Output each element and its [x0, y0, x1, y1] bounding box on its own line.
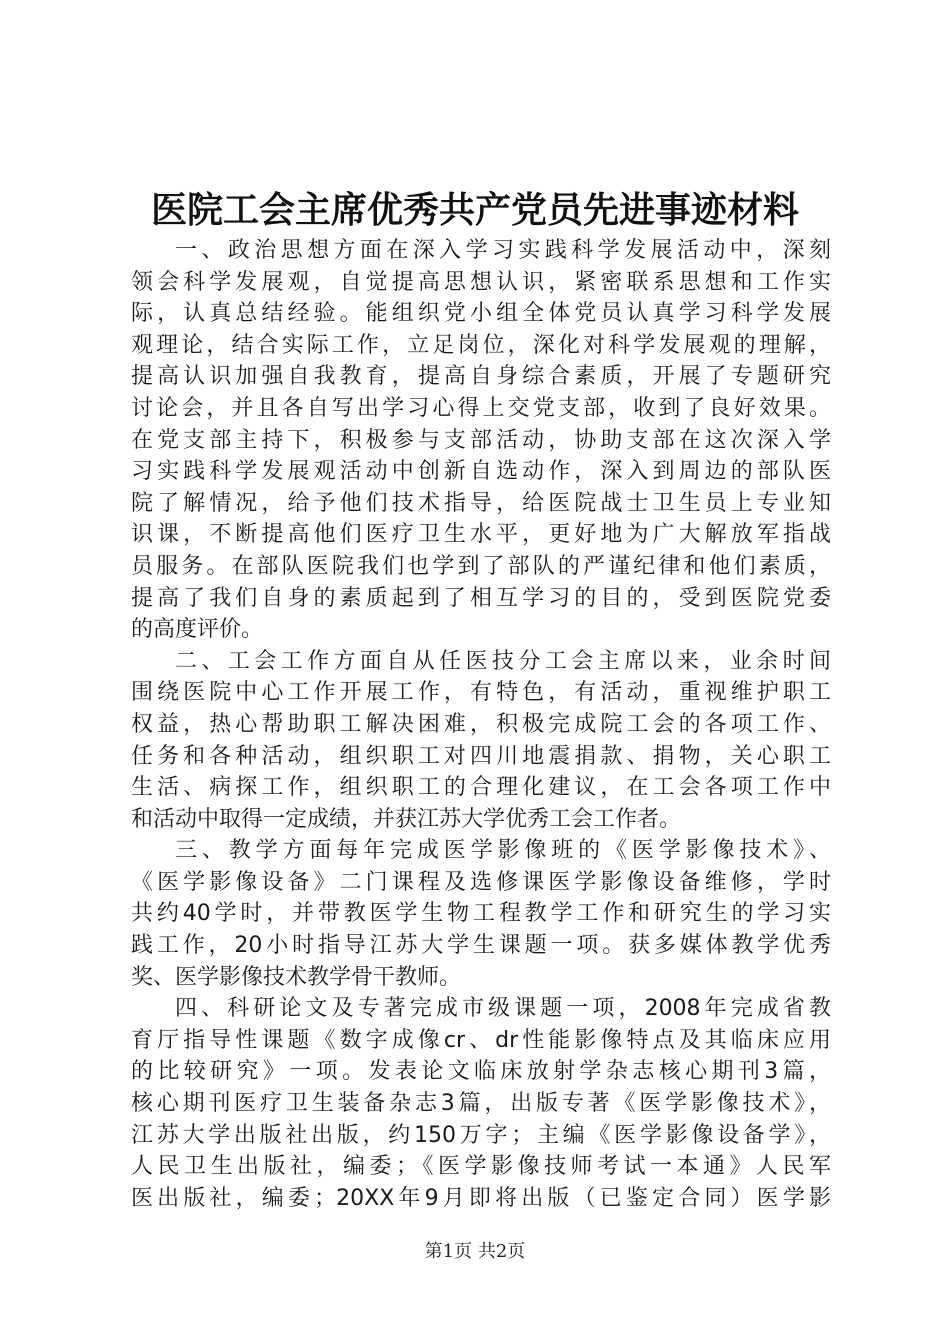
paragraph-1-line-7: 在党支部主持下，积极参与支部活动，协助支部在这次深入学: [131, 427, 831, 453]
paragraph-1-line-11: 员服务。在部队医院我们也学到了部队的严谨纪律和他们素质，: [131, 553, 831, 579]
paragraph-1-line-3: 际，认真总结经验。能组织党小组全体党员认真学习科学发展: [131, 301, 831, 327]
paragraph-2-line-5: 生活、病探工作，组织职工的合理化建议，在工会各项工作中: [131, 775, 831, 801]
paragraph-3-line-1: 三、教学方面每年完成医学影像班的《医学影像技术》、: [175, 838, 831, 864]
page-footer: 第1页 共2页: [424, 1241, 526, 1262]
paragraph-4-line-2: 育厅指导性课题《数字成像cr、dr性能影像特点及其临床应用: [131, 1027, 831, 1053]
paragraph-2-line-2: 围绕医院中心工作开展工作，有特色，有活动，重视维护职工: [131, 680, 831, 706]
paragraph-3-line-5: 奖、医学影像技术教学骨干教师。: [131, 964, 462, 990]
document-body: [131, 235, 831, 1214]
paragraph-3-line-3: 共约40学时，并带教医学生物工程教学工作和研究生的学习实: [131, 901, 831, 927]
paragraph-1-line-1: 一、政治思想方面在深入学习实践科学发展活动中，深刻: [175, 238, 831, 263]
paragraph-2-line-6: 和活动中取得一定成绩，并获江苏大学优秀工会工作者。: [131, 806, 682, 832]
paragraph-4-line-5: 江苏大学出版社出版，约150万字；主编《医学影像设备学》，: [131, 1122, 831, 1148]
paragraph-1-line-4: 观理论，结合实际工作，立足岗位，深化对科学发展观的理解，: [131, 332, 831, 358]
paragraph-2-line-3: 权益，热心帮助职工解决困难，积极完成院工会的各项工作、: [131, 711, 831, 737]
paragraph-1-line-12: 提高了我们自身的素质起到了相互学习的目的，受到医院党委: [131, 585, 831, 611]
paragraph-4-line-4: 核心期刊医疗卫生装备杂志3篇，出版专著《医学影像技术》，: [131, 1091, 831, 1117]
paragraph-1-line-9: 院了解情况，给予他们技术指导，给医院战士卫生员上专业知: [131, 490, 831, 516]
paragraph-4-line-1: 四、科研论文及专著完成市级课题一项，2008年完成省教: [175, 996, 831, 1022]
paragraph-3-line-2: 《医学影像设备》二门课程及选修课医学影像设备维修，学时: [131, 869, 831, 895]
paragraph-1-line-2: 领会科学发展观，自觉提高思想认识，紧密联系思想和工作实: [131, 269, 831, 295]
paragraph-1-line-6: 讨论会，并且各自写出学习心得上交党支部，收到了良好效果。: [131, 395, 831, 421]
document-title: 医院工会主席优秀共产党员先进事迹材料: [150, 189, 799, 231]
paragraph-3-line-4: 践工作，20小时指导江苏大学生课题一项。获多媒体教学优秀: [131, 933, 831, 959]
paragraph-4-line-6: 人民卫生出版社，编委；《医学影像技师考试一本通》人民军: [131, 1154, 831, 1180]
paragraph-2-line-4: 任务和各种活动，组织职工对四川地震捐款、捐物，关心职工: [131, 743, 831, 769]
paragraph-1-line-10: 识课，不断提高他们医疗卫生水平，更好地为广大解放军指战: [131, 522, 831, 548]
paragraph-2-line-1: 二、工会工作方面自从任医技分工会主席以来，业余时间: [175, 648, 831, 674]
paragraph-4-line-3: 的比较研究》一项。发表论文临床放射学杂志核心期刊3篇，: [131, 1059, 831, 1085]
paragraph-1-line-8: 习实践科学发展观活动中创新自选动作，深入到周边的部队医: [131, 459, 831, 485]
paragraph-1-line-13: 的高度评价。: [131, 617, 264, 643]
paragraph-1-line-5: 提高认识加强自我教育，提高自身综合素质，开展了专题研究: [131, 364, 831, 390]
paragraph-4-line-7: 医出版社，编委；20XX年9月即将出版（已鉴定合同）医学影: [131, 1185, 831, 1211]
